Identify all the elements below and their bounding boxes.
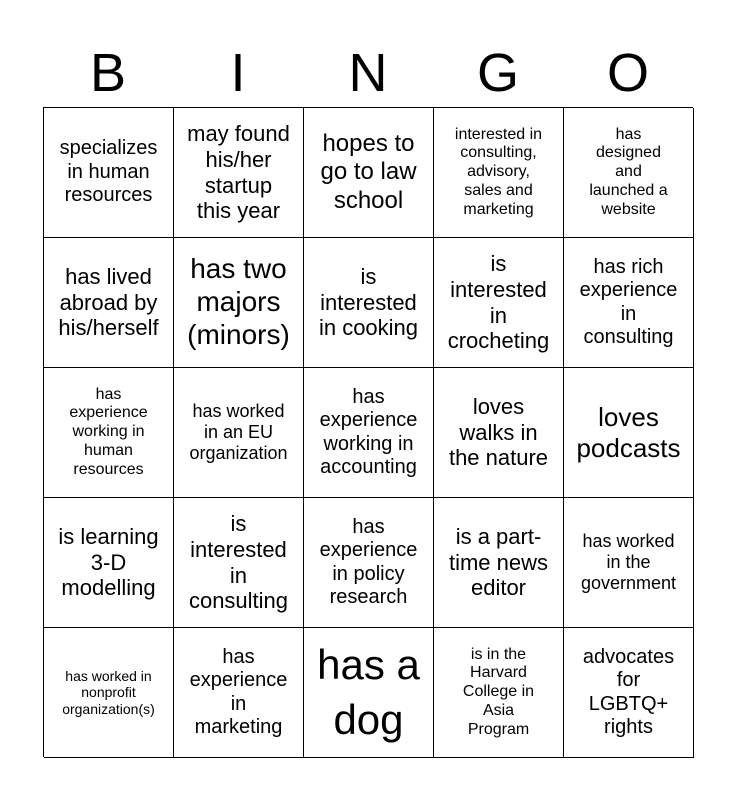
cell-text: is interested in consulting (188, 511, 289, 614)
header-letter-o: O (606, 43, 649, 103)
cell-text: hopes to go to law school (320, 130, 417, 214)
cell-text: has rich experience in consulting (579, 255, 678, 348)
bingo-cell[interactable] (174, 628, 304, 758)
bingo-board (43, 107, 693, 757)
cell-text: has worked in nonprofit organization(s) (62, 667, 155, 717)
cell-text: specializes in human resources (59, 137, 158, 207)
cell-text: has designed and launched a website (589, 125, 668, 218)
bingo-cell[interactable] (564, 498, 694, 628)
header-letter-b: B (89, 43, 127, 103)
header-letter-i: I (230, 43, 246, 103)
bingo-cell[interactable] (44, 628, 174, 758)
cell-text: loves walks in the nature (448, 393, 549, 471)
cell-text: has two majors (minors) (187, 253, 290, 350)
bingo-cell[interactable] (44, 498, 174, 628)
bingo-cell[interactable] (304, 238, 434, 368)
bingo-cell[interactable] (304, 628, 434, 758)
cell-text: has lived abroad by his/herself (58, 263, 159, 341)
bingo-cell[interactable] (434, 498, 564, 628)
cell-text: is in the Harvard College in Asia Program (462, 645, 535, 738)
cell-text: advocates for LGBTQ+ rights (582, 645, 675, 738)
bingo-cell[interactable] (564, 108, 694, 238)
bingo-cell[interactable] (174, 368, 304, 498)
bingo-cell[interactable] (44, 238, 174, 368)
bingo-cell[interactable] (44, 108, 174, 238)
cell-text: has experience working in human resources (69, 385, 148, 478)
header-letter-g: G (476, 43, 519, 103)
bingo-cell[interactable] (174, 498, 304, 628)
bingo-cell[interactable] (304, 498, 434, 628)
bingo-cell[interactable] (174, 238, 304, 368)
bingo-cell[interactable] (564, 238, 694, 368)
cell-text: loves podcasts (576, 402, 681, 463)
bingo-cell[interactable] (434, 108, 564, 238)
bingo-cell[interactable] (564, 368, 694, 498)
bingo-cell[interactable] (174, 108, 304, 238)
cell-text: is a part- time news editor (448, 523, 549, 601)
bingo-cell[interactable] (434, 368, 564, 498)
cell-text: has experience in policy research (319, 515, 418, 608)
cell-text: has worked in an EU organization (189, 400, 288, 464)
bingo-header (43, 40, 693, 106)
bingo-cell[interactable] (434, 238, 564, 368)
cell-text: has experience working in accounting (319, 385, 418, 478)
cell-text: is interested in cooking (318, 263, 419, 341)
bingo-cell[interactable] (304, 108, 434, 238)
bingo-cell[interactable] (434, 628, 564, 758)
cell-text: is learning 3-D modelling (58, 523, 159, 601)
bingo-cell[interactable] (564, 628, 694, 758)
bingo-cell[interactable] (304, 368, 434, 498)
cell-text: has worked in the government (580, 530, 677, 594)
cell-text: has experience in marketing (189, 645, 288, 738)
cell-text: has a dog (317, 640, 420, 743)
cell-text: is interested in crocheting (447, 251, 550, 354)
cell-text: may found his/her startup this year (187, 121, 290, 224)
cell-text: interested in consulting, advisory, sales and marketing (454, 125, 543, 218)
bingo-cell[interactable] (44, 368, 174, 498)
header-letter-n: N (348, 43, 388, 103)
